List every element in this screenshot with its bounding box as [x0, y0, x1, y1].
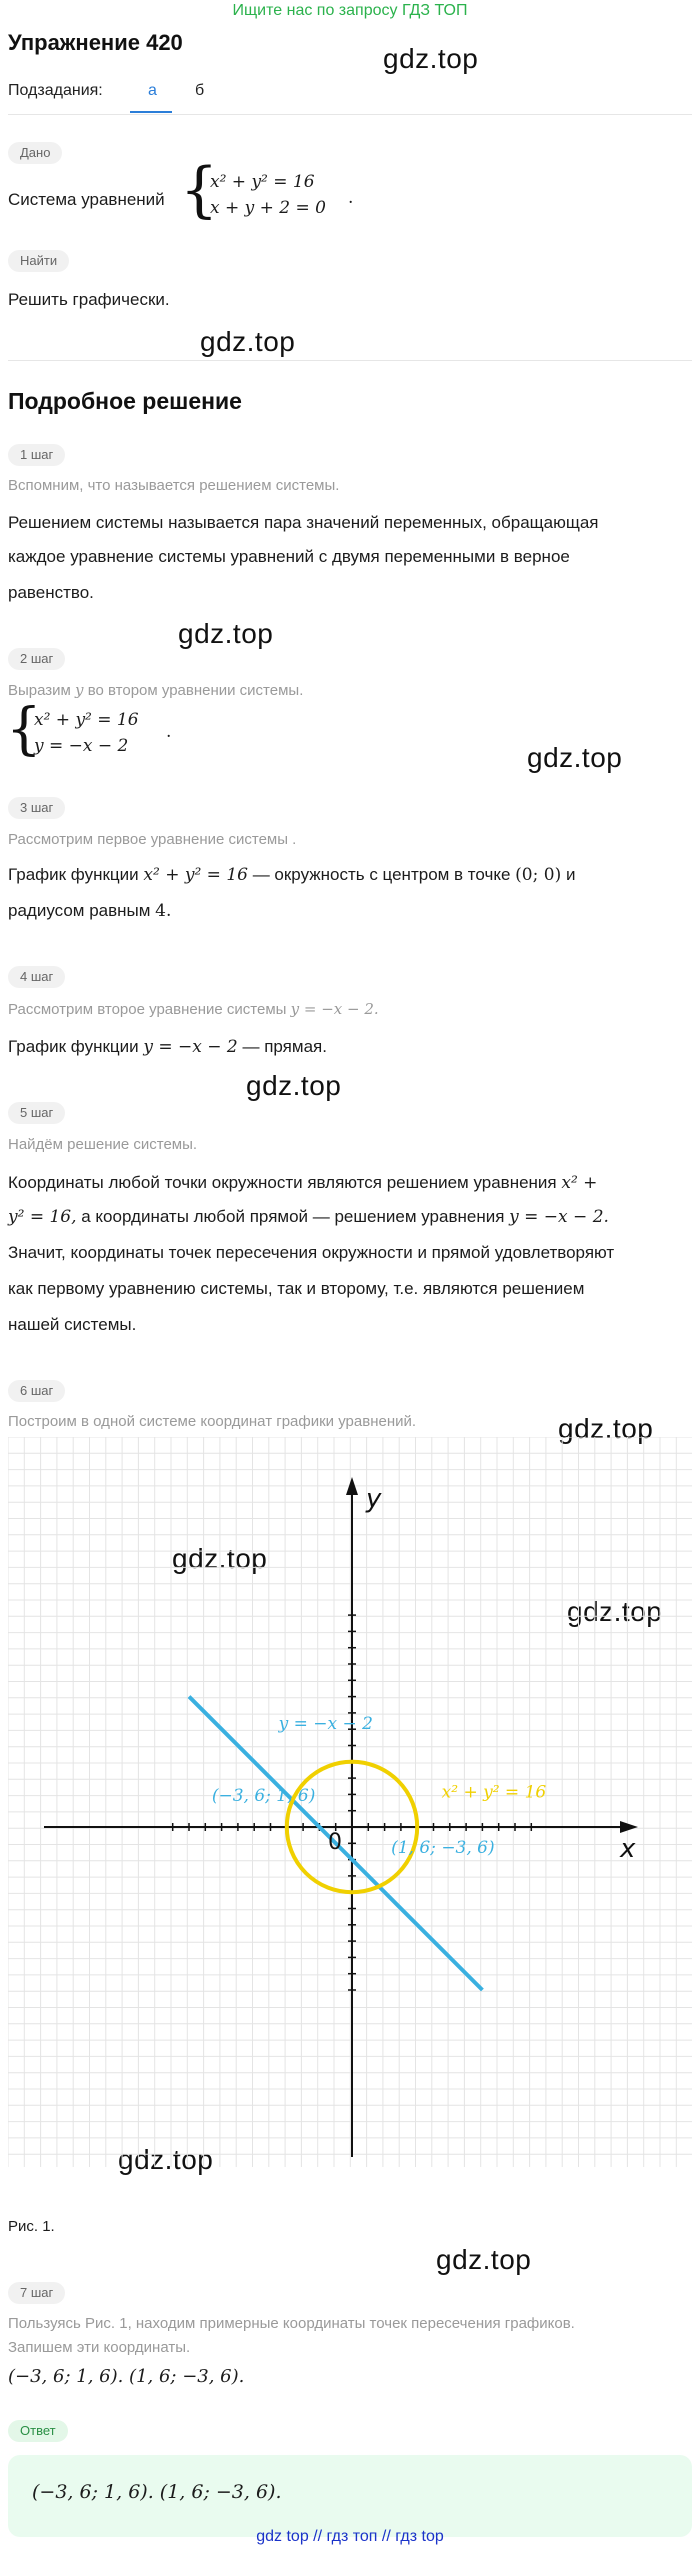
footer-separator: // [313, 2528, 323, 2545]
footer-links [0, 2528, 700, 2546]
step-text [8, 1030, 327, 1064]
text-part: Координаты любой точки окружности являются решением уравнения [8, 1173, 557, 1192]
text-part: радиусом равным [8, 901, 151, 920]
annotation: x² + y² = 16 [441, 1782, 547, 1803]
watermark: gdz.top [200, 326, 296, 357]
step-text: нашей системы. [8, 1315, 137, 1334]
tab-a[interactable]: а [148, 82, 157, 99]
step-badge: 7 шаг [8, 2282, 65, 2304]
text-part: а координаты любой прямой — решением уравнения [81, 1207, 505, 1226]
subtasks-label: Подзадания: [8, 82, 103, 99]
answer-box [8, 2455, 692, 2537]
figure-caption: Рис. 1. [8, 2218, 55, 2235]
step-text: равенство. [8, 583, 94, 602]
given-text: Система уравнений [8, 190, 165, 209]
text-part: — окружность с центром в точке [252, 865, 511, 884]
system-brace: { [6, 697, 42, 762]
step-text: Значит, координаты точек пересечения окружности и прямой удовлетворяют [8, 1243, 615, 1262]
watermark: gdz.top [383, 43, 479, 74]
footer-link[interactable]: гдз top [395, 2528, 444, 2545]
step-text: каждое уравнение системы уравнений с двумя переменными в верное [8, 547, 570, 566]
system-brace: { [180, 155, 219, 225]
step-hint [8, 678, 303, 703]
step-hint: Пользуясь Рис. 1, находим примерные координаты точек пересечения графиков. [8, 2315, 575, 2332]
step-hint [8, 997, 379, 1022]
text-part: и [565, 865, 576, 884]
page-title: Упражнение 420 [8, 30, 183, 55]
annotation: (1, 6; −3, 6) [391, 1838, 495, 1859]
hint-prefix: Выразим [8, 682, 71, 699]
origin-label: 0 [328, 1830, 342, 1855]
step-badge: 6 шаг [8, 1380, 65, 1402]
text-part: График функции [8, 1037, 139, 1056]
watermark: gdz.top [527, 742, 623, 773]
math-eq: x² + y² = 16 [143, 865, 248, 885]
watermark: gdz.top [436, 2244, 532, 2275]
graph [8, 1437, 692, 2167]
given-eq2: x + y + 2 = 0 [210, 198, 326, 218]
axes [44, 1477, 638, 2157]
math-eq: x² + [561, 1173, 598, 1193]
find-badge: Найти [8, 250, 69, 272]
step-text: как первому уравнению системы, так и второму, т.е. являются решением [8, 1279, 585, 1298]
promo-banner[interactable]: Ищите нас по запросу ГДЗ ТОП [232, 2, 468, 19]
step-hint: Вспомним, что называется решением системы. [8, 477, 340, 494]
step-hint: Построим в одной системе координат графики уравнений. [8, 1413, 417, 1430]
step-hint: Рассмотрим первое уравнение системы . [8, 831, 297, 848]
step2-eq1: x² + y² = 16 [34, 710, 139, 730]
grid [8, 1437, 692, 2167]
watermark: gdz.top [567, 1596, 663, 1627]
step-text [8, 894, 171, 928]
step-badge: 5 шаг [8, 1102, 65, 1124]
footer-link[interactable]: гдз топ [326, 2528, 378, 2545]
x-axis-label: x [620, 1834, 636, 1864]
step-text: Решением системы называется пара значений переменных, обращающая [8, 513, 599, 532]
math-value: 4. [155, 901, 172, 921]
step-result: (−3, 6; 1, 6). (1, 6; −3, 6). [8, 2366, 245, 2387]
step-text [8, 858, 575, 892]
step-badge: 4 шаг [8, 966, 65, 988]
solution-heading: Подробное решение [8, 388, 242, 414]
find-text: Решить графически. [8, 290, 170, 309]
footer-link[interactable]: gdz top [256, 2528, 309, 2545]
step-text [8, 1166, 597, 1200]
watermark: gdz.top [246, 1070, 342, 1101]
math-eq: y = −x − 2. [509, 1207, 609, 1227]
answer-badge: Ответ [8, 2420, 68, 2442]
hint-variable: y [75, 681, 84, 699]
step-badge: 1 шаг [8, 444, 65, 466]
step2-period: . [166, 722, 172, 742]
watermark: gdz.top [118, 2144, 214, 2175]
math-eq: y = −x − 2 [143, 1037, 238, 1057]
step2-eq2: y = −x − 2 [34, 736, 129, 756]
answer-text: (−3, 6; 1, 6). (1, 6; −3, 6). [32, 2481, 282, 2503]
plot-labels [212, 1484, 636, 1864]
footer-separator: // [381, 2528, 391, 2545]
hint-suffix: во втором уравнении системы. [87, 682, 304, 699]
step-hint: Найдём решение системы. [8, 1136, 198, 1153]
active-tab-indicator [130, 111, 172, 113]
coordinate-plot [8, 1437, 692, 2167]
watermark: gdz.top [558, 1413, 654, 1444]
given-period: . [348, 188, 354, 208]
divider [8, 360, 692, 361]
watermark: gdz.top [178, 618, 274, 649]
step-text [8, 1200, 609, 1234]
text-part: График функции [8, 865, 139, 884]
step-badge: 3 шаг [8, 797, 65, 819]
watermark: gdz.top [172, 1543, 268, 1574]
annotation: y = −x − 2 [278, 1714, 374, 1735]
given-badge: Дано [8, 142, 62, 164]
annotation: (−3, 6; 1, 6) [211, 1785, 316, 1806]
math-eq: y² = 16, [8, 1207, 77, 1227]
step-hint: Запишем эти координаты. [8, 2339, 191, 2356]
step-badge: 2 шаг [8, 648, 65, 670]
hint-prefix: Рассмотрим второе уравнение системы [8, 1001, 287, 1018]
math-point: (0; 0) [515, 865, 562, 885]
tab-b[interactable]: б [195, 82, 205, 99]
text-part: — прямая. [242, 1037, 327, 1056]
hint-eq: y = −x − 2. [290, 1000, 379, 1018]
divider [8, 114, 692, 115]
y-axis-label: y [366, 1484, 382, 1514]
given-eq1: x² + y² = 16 [210, 172, 315, 192]
x-axis-arrow [620, 1821, 638, 1833]
